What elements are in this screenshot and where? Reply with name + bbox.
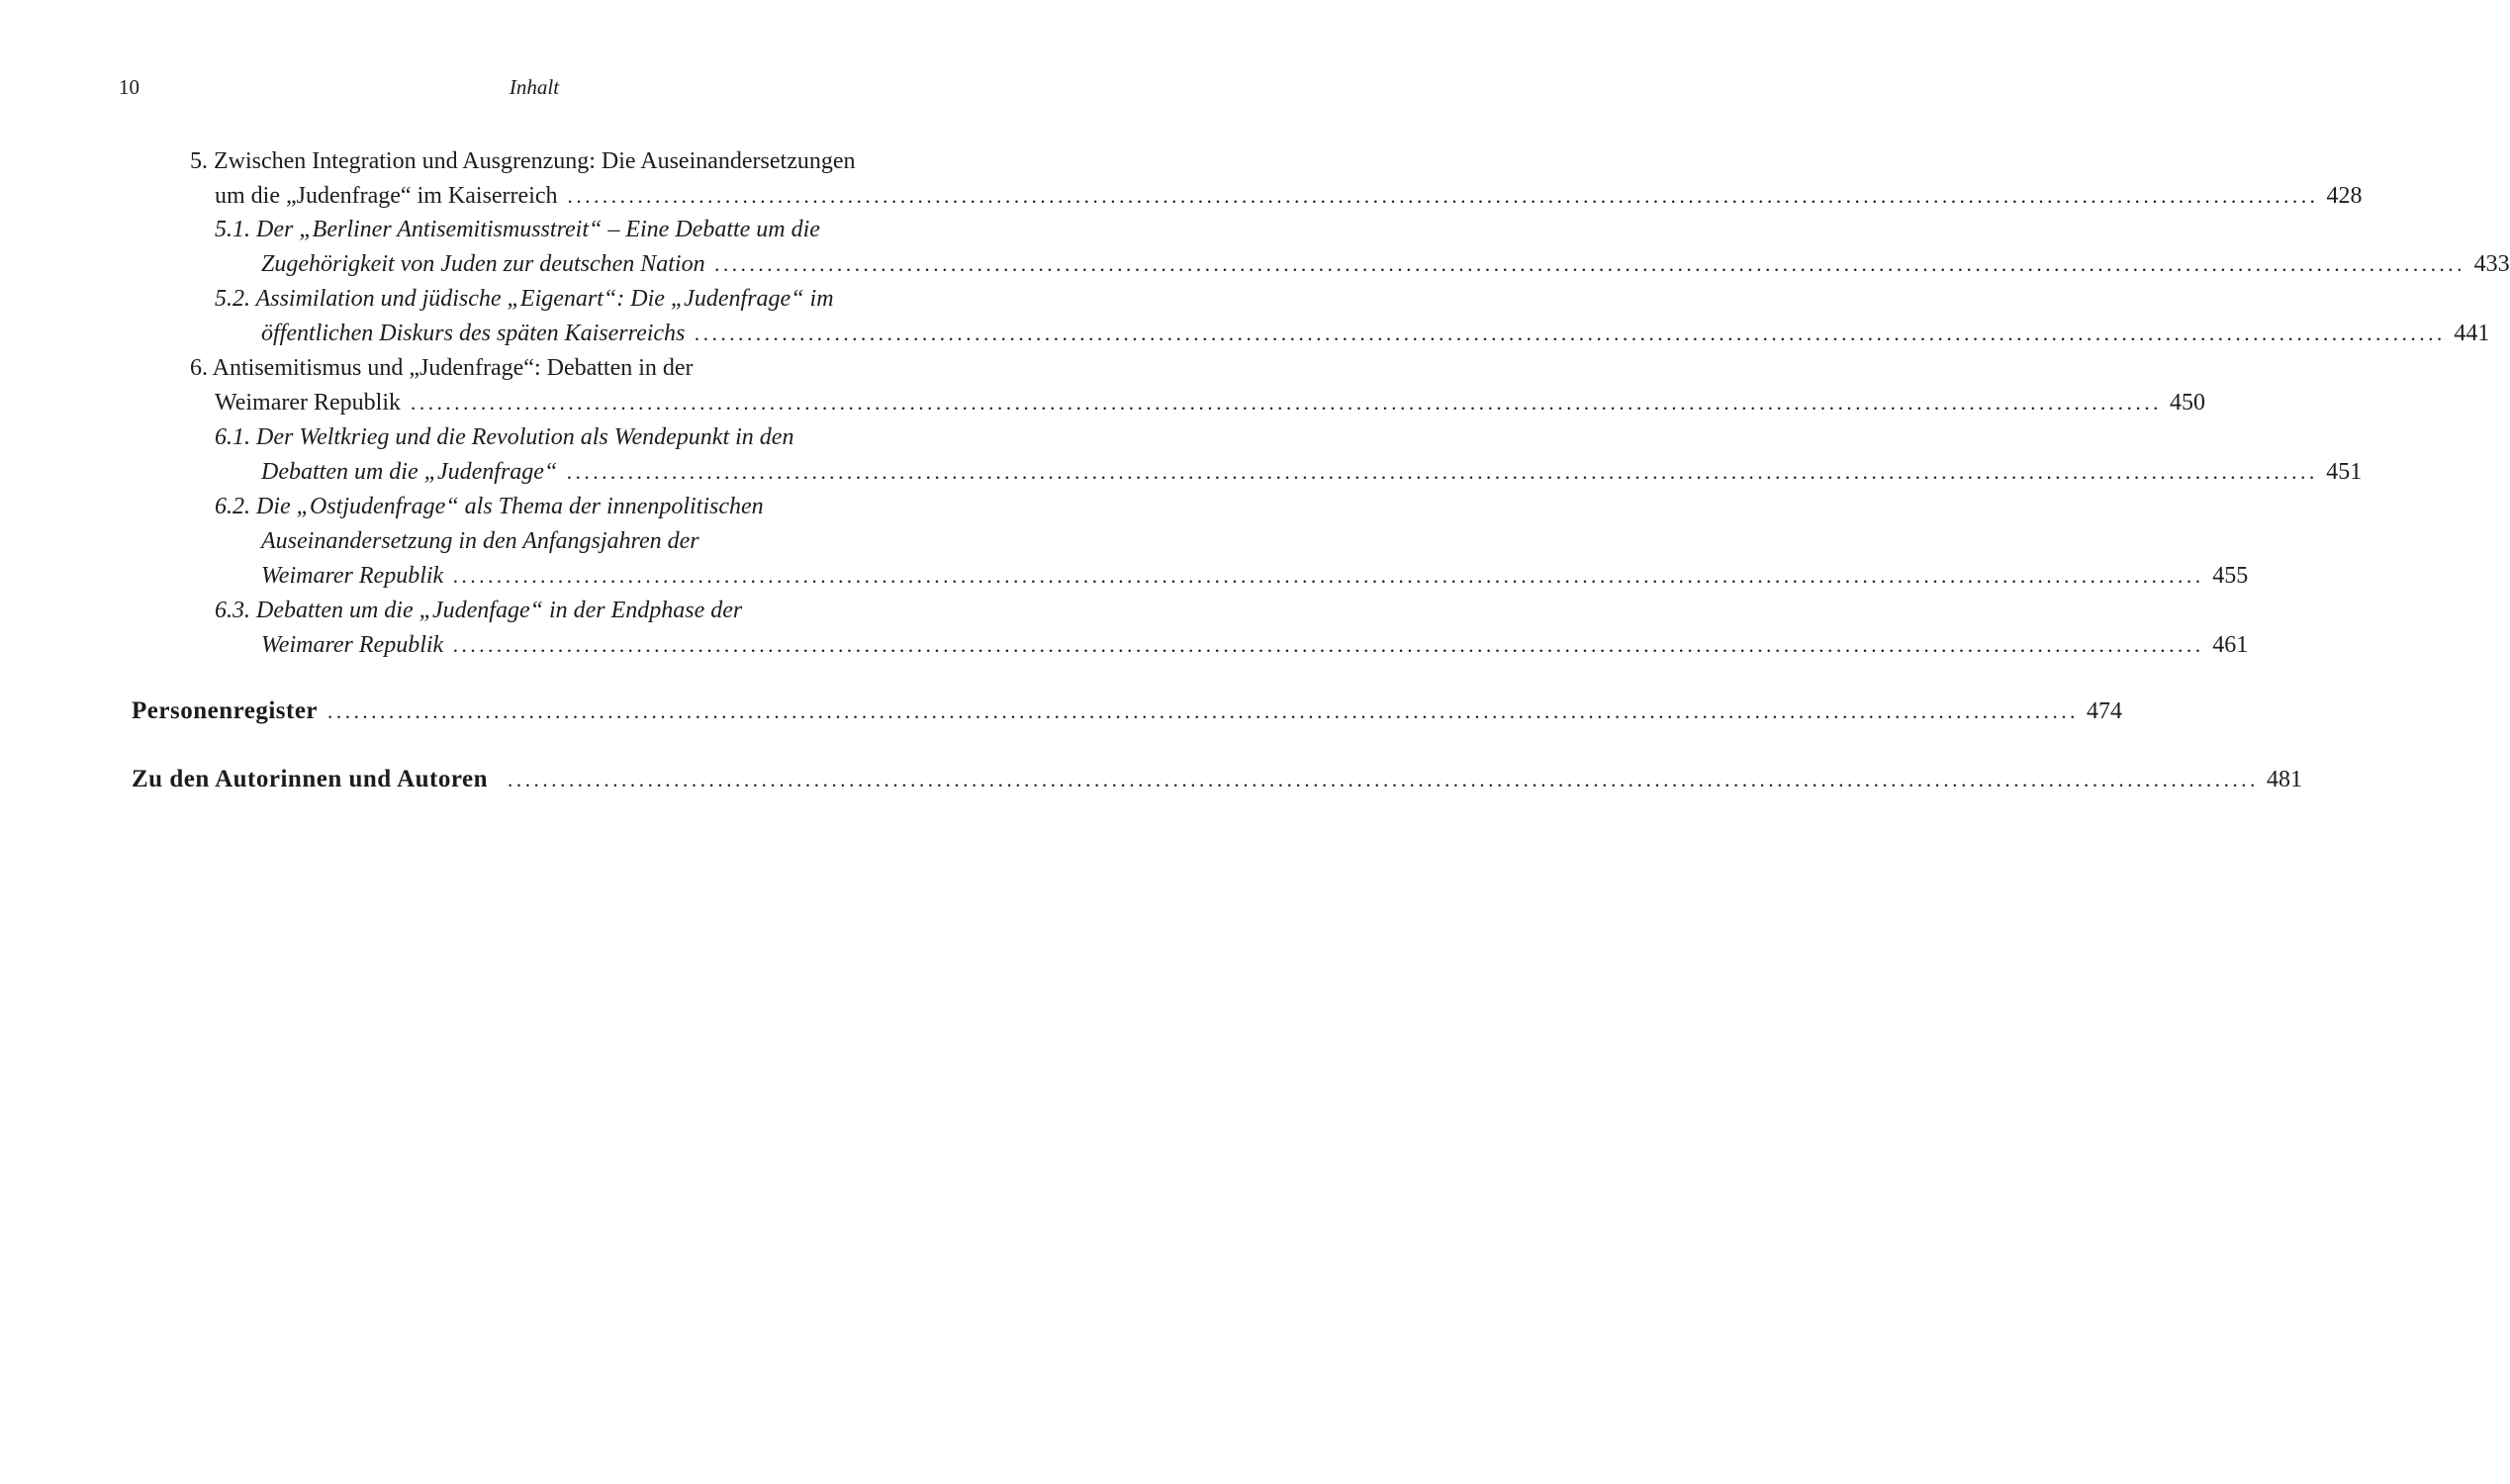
toc-entry-6-line1[interactable]: 6. Antisemitismus und „Judenfrage“: Debatten in der — [190, 355, 694, 381]
toc-entry-6-2-line1[interactable]: 6.2. Die „Ostjudenfrage“ als Thema der innenpolitischen — [215, 494, 764, 519]
toc-page-number: 433 — [2473, 251, 2510, 277]
toc-entry-5-line1[interactable]: 5. Zwischen Integration und Ausgrenzung: Die Auseinandersetzungen — [190, 148, 856, 174]
toc-entry-register[interactable] — [132, 695, 2123, 728]
toc-entry-title: Weimarer Republik — [215, 390, 402, 416]
toc-entry-6-1-line2[interactable] — [261, 455, 2363, 489]
toc-entry-6-3-line2[interactable] — [261, 628, 2249, 662]
toc-page-number: 441 — [2454, 321, 2490, 346]
toc-page-number: 450 — [2170, 390, 2206, 416]
toc-entry-5-2-line2[interactable] — [261, 317, 2490, 350]
toc-entry-title: öffentlichen Diskurs des späten Kaiserreichs — [261, 321, 686, 346]
dot-leader: ........................................................................................................................................................................................................ — [695, 322, 2447, 345]
toc-page-number: 474 — [2087, 698, 2123, 724]
toc-entry-title: Zugehörigkeit von Juden zur deutschen Nation — [261, 251, 705, 277]
toc-entry-title: um die „Judenfrage“ im Kaiserreich — [215, 183, 558, 209]
dot-leader: ........................................................................................................................................................................................................ — [411, 391, 2163, 415]
toc-entry-title: Personenregister — [132, 697, 319, 724]
toc-entry-title: Debatten um die „Judenfrage“ — [261, 459, 558, 485]
dot-leader: ........................................................................................................................................................................................................ — [453, 633, 2205, 657]
running-head — [0, 75, 1031, 105]
toc-page-number: 428 — [2326, 183, 2363, 209]
toc-page-number: 481 — [2267, 767, 2302, 792]
dot-leader: ........................................................................................................................................................................................................ — [714, 252, 2466, 276]
toc-entry-5-1-line2[interactable] — [261, 247, 2510, 281]
toc-entry-5-2-line1[interactable]: 5.2. Assimilation und jüdische „Eigenart“: Die „Judenfrage“ im — [215, 286, 834, 312]
toc-entry-6-2-line2[interactable]: Auseinandersetzung in den Anfangsjahren der — [261, 528, 699, 554]
toc-entry-title: Weimarer Republik — [261, 632, 444, 658]
page-number: 10 — [119, 75, 139, 99]
dot-leader: ........................................................................................................................................................................................................ — [327, 699, 2080, 723]
toc-entry-5-line2[interactable] — [215, 179, 2363, 213]
toc-entry-title: Weimarer Republik — [261, 563, 444, 589]
toc-page-number: 455 — [2212, 563, 2249, 589]
toc-page-number: 461 — [2212, 632, 2249, 658]
toc-entry-6-2-line3[interactable] — [261, 559, 2249, 593]
dot-leader: ........................................................................................................................................................................................................ — [567, 460, 2319, 484]
dot-leader: ........................................................................................................................................................................................................ — [567, 184, 2319, 208]
dot-leader: ........................................................................................................................................................................................................ — [508, 768, 2259, 791]
toc-entry-6-line2[interactable] — [215, 386, 2206, 419]
toc-entry-6-3-line1[interactable]: 6.3. Debatten um die „Judenfage“ in der Endphase der — [215, 598, 743, 623]
running-head-title: Inhalt — [509, 75, 560, 99]
toc-entry-title: Zu den Autorinnen und Autoren — [132, 766, 488, 792]
toc-entry-authors[interactable] — [132, 763, 2302, 796]
toc-entry-5-1-line1[interactable]: 5.1. Der „Berliner Antisemitismusstreit“ – Eine Debatte um die — [215, 217, 820, 242]
toc-entry-6-1-line1[interactable]: 6.1. Der Weltkrieg und die Revolution als Wendepunkt in den — [215, 424, 794, 450]
dot-leader: ........................................................................................................................................................................................................ — [453, 564, 2205, 588]
toc-page-number: 451 — [2326, 459, 2363, 485]
